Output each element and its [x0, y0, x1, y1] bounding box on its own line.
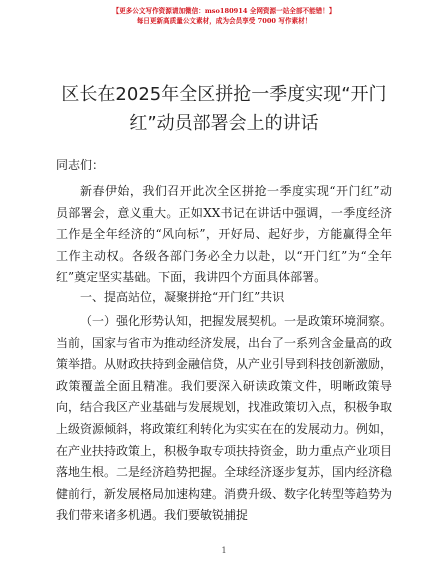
promo-banner-line1: 【更多公文写作资源请加微信：mso18091​4 全网资源一站全部不能错！】: [112, 7, 336, 15]
greeting: 同志们：: [56, 158, 105, 172]
section-heading: 一、提高站位，凝聚拼抢“开门红”共识: [80, 290, 285, 304]
promo-banner-line2: 每日更新高质量公文素材，成为会员享受 7000 写作素材！: [136, 17, 312, 25]
body-paragraph: （一）强化形势认知，把握发展契机。一是政策环境洞察。当前，国家与省市为推动经济发展，出台了一系列含金量高的政策举措。从财政扶持到金融信贷，从产业引导到科技创新激励，政策覆盖全面且精准。我们要深入研读政策文件，明晰政策导向，结合我区产业基础与发展规划，找准政策切入点，积极争取上级资源倾斜，将政策红利转化为实实在在的发展动力。例如，在产业扶持政策上，积极争取专项扶持资金，助力重点产业项目落地生根。二是经济趋势把握。全球经济逐步复苏，国内经济稳健前行，新发展格局加速构建。消费升级、数字化转型等趋势为我们带来诸多机遇。我们要敏锐捕捉: [56, 314, 393, 523]
document-title: 区长在2025年全区拼抢一季度实现“开门红”动员部署会上的讲话: [61, 84, 387, 134]
intro-paragraph: 新春伊始，我们召开此次全区拼抢一季度实现“开门红”动员部署会，意义重大。正如XX书记在讲话中强调，一季度经济工作是全年经济的“风向标”，开好局、起好步，方能赢得全年工作主动权。各级各部门务必全力以赴，以“开门红”为“全年红”奠定坚实基础。下面，我讲四个方面具体部署。: [56, 184, 392, 285]
page-number: 1: [221, 546, 227, 555]
